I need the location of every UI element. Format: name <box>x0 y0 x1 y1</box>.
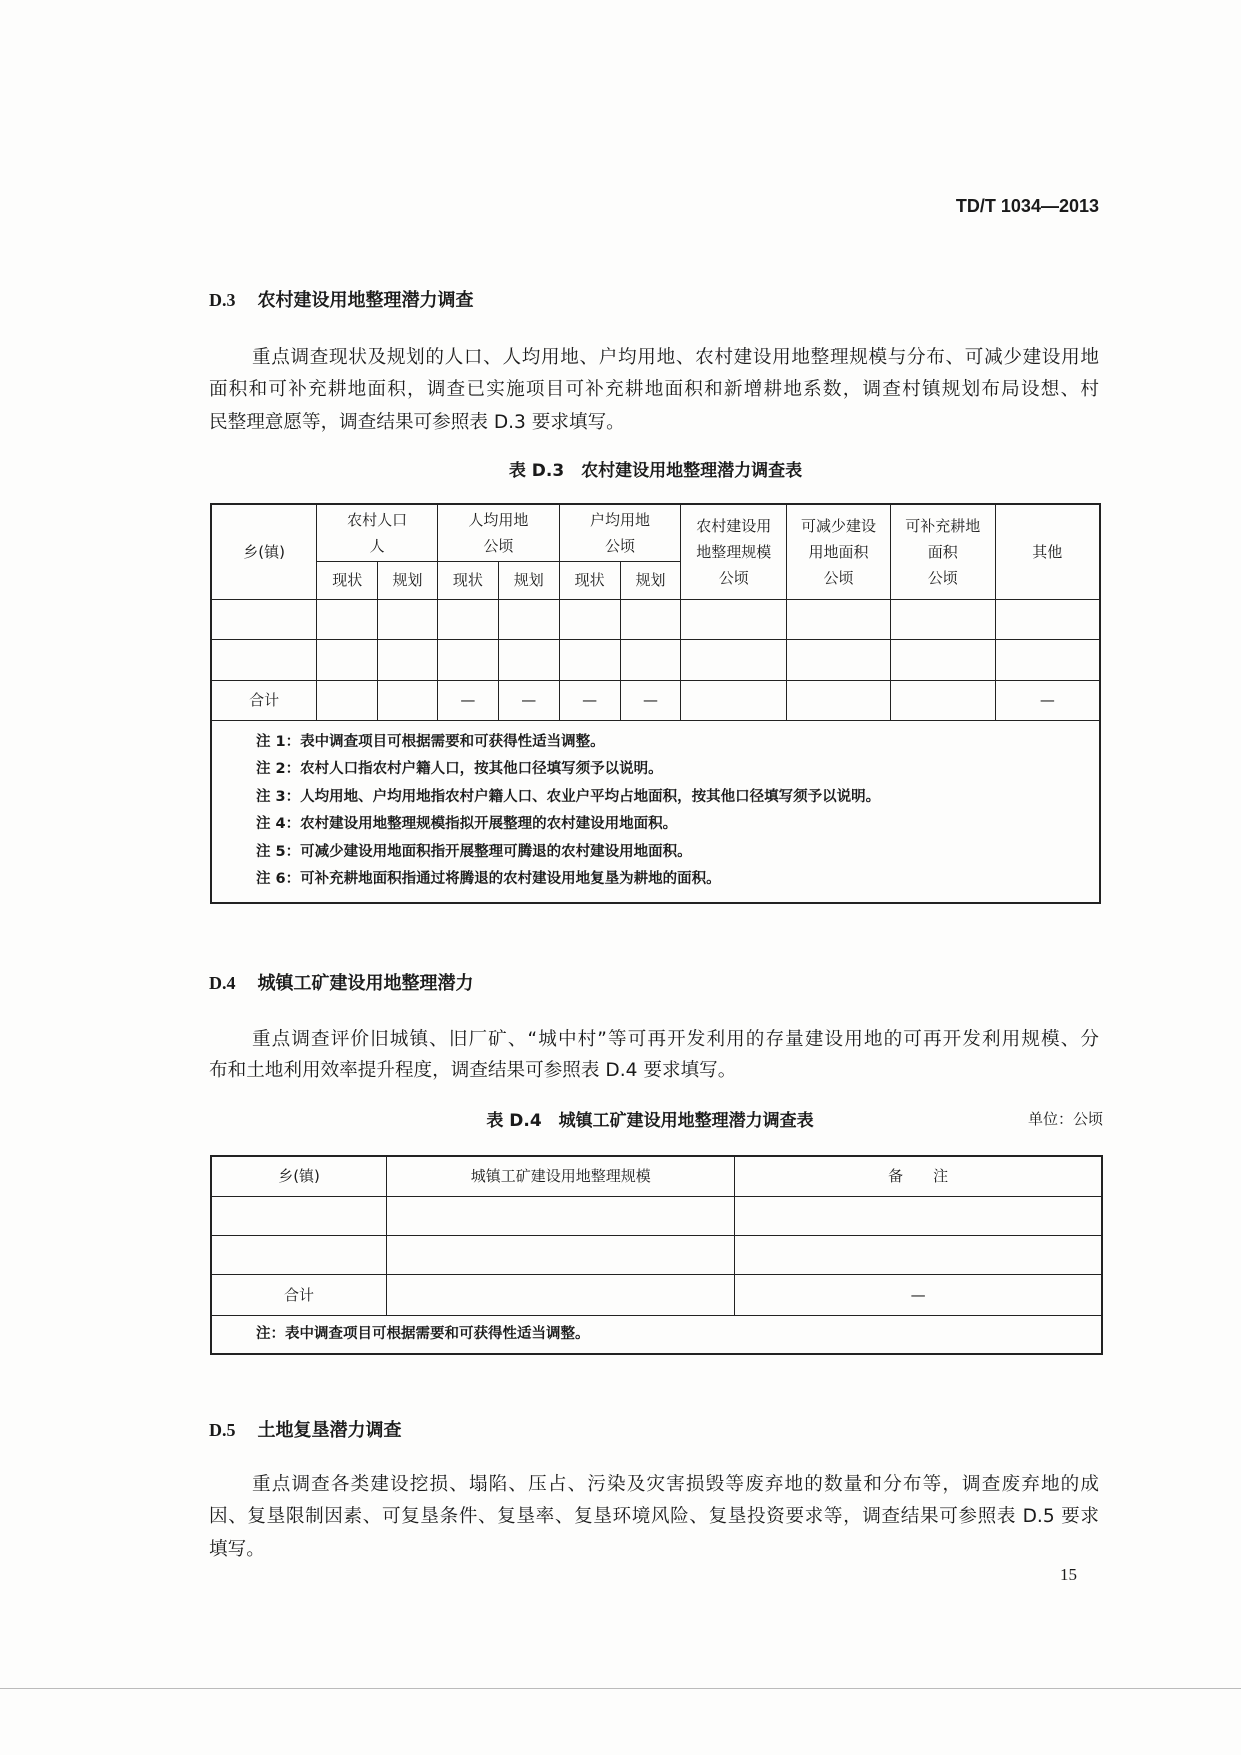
page-number: 15 <box>1060 1565 1077 1584</box>
note: 注 4：农村建设用地整理规模指拟开展整理的农村建设用地面积。 <box>256 816 678 832</box>
header-town: 乡(镇) <box>211 504 317 599</box>
paragraph-line: 重点调查现状及规划的人口、人均用地、户均用地、农村建设用地整理规模与分布、可减少建设用地 <box>252 347 1099 368</box>
note: 注 6：可补充耕地面积指通过将腾退的农村建设用地复垦为耕地的面积。 <box>256 871 721 887</box>
header-planned: 规划 <box>498 561 559 599</box>
table-d4 <box>210 1155 1103 1355</box>
header-planned: 规划 <box>378 561 438 599</box>
table-row <box>211 599 1100 639</box>
header-planned: 规划 <box>620 561 681 599</box>
section-title: 土地复垦潜力调查 <box>257 1420 402 1441</box>
header-per-capita: 人均用地 公顷 <box>437 504 559 561</box>
note: 注 5：可减少建设用地面积指开展整理可腾退的农村建设用地面积。 <box>256 843 692 860</box>
total-label: 合计 <box>211 1274 387 1315</box>
table-notes <box>211 720 1100 903</box>
dash: — <box>437 680 498 720</box>
section-title: 农村建设用地整理潜力调查 <box>257 290 474 311</box>
header-reducible: 可减少建设 用地面积 公顷 <box>787 504 891 599</box>
dash: — <box>620 680 681 720</box>
section-title: 城镇工矿建设用地整理潜力 <box>257 973 474 994</box>
header-per-household: 户均用地 公顷 <box>559 504 681 561</box>
total-row <box>211 680 1100 720</box>
table-d3 <box>210 503 1101 904</box>
section-number: D.3 <box>209 290 236 310</box>
table-row <box>211 639 1100 680</box>
header-supplement: 可补充耕地 面积 公顷 <box>890 504 995 599</box>
note: 注 1：表中调查项目可根据需要和可获得性适当调整。 <box>256 733 605 750</box>
header-scale: 城镇工矿建设用地整理规模 <box>387 1156 735 1196</box>
table-row <box>211 1235 1102 1274</box>
header-current: 现状 <box>317 561 378 599</box>
paragraph-line: 因、复垦限制因素、可复垦条件、复垦率、复垦环境风险、复垦投资要求等，调查结果可参照表 D.5 要求 <box>209 1506 1099 1527</box>
paragraph-line: 重点调查评价旧城镇、旧厂矿、“城中村”等可再开发利用的存量建设用地的可再开发利用规模、分 <box>252 1029 1099 1050</box>
dash: — <box>498 680 559 720</box>
header-population: 农村人口 人 <box>317 504 438 561</box>
section-number: D.4 <box>209 973 236 993</box>
dash: — <box>735 1274 1102 1315</box>
section-heading-d5 <box>209 1416 402 1442</box>
section-heading-d3 <box>209 286 474 312</box>
table-row <box>211 1196 1102 1235</box>
paragraph-line: 民整理意愿等，调查结果可参照表 D.3 要求填写。 <box>209 412 625 433</box>
header-current: 现状 <box>437 561 498 599</box>
note: 注 3：人均用地、户均用地指农村户籍人口、农业户平均占地面积，按其他口径填写须予以说明。 <box>256 788 881 805</box>
page-edge-divider <box>0 1688 1241 1689</box>
dash: — <box>995 680 1100 720</box>
paragraph-line: 布和土地利用效率提升程度，调查结果可参照表 D.4 要求填写。 <box>209 1060 737 1081</box>
table-caption: 表 D.3 农村建设用地整理潜力调查表 <box>508 461 803 481</box>
paragraph-line: 填写。 <box>209 1539 265 1560</box>
dash: — <box>559 680 620 720</box>
header-current: 现状 <box>559 561 620 599</box>
section-number: D.5 <box>209 1420 236 1440</box>
unit-label: 单位：公顷 <box>1027 1110 1103 1128</box>
paragraph-line: 重点调查各类建设挖损、塌陷、压占、污染及灾害损毁等废弃地的数量和分布等，调查废弃地的成 <box>252 1474 1099 1495</box>
total-row <box>211 1274 1102 1315</box>
header-scale: 农村建设用 地整理规模 公顷 <box>681 504 787 599</box>
header-remarks: 备 注 <box>735 1156 1102 1196</box>
note: 注 2：农村人口指农村户籍人口，按其他口径填写须予以说明。 <box>256 761 663 777</box>
section-heading-d4 <box>209 969 474 995</box>
standard-code: TD/T 1034—2013 <box>955 196 1099 216</box>
total-label: 合计 <box>211 680 317 720</box>
paragraph-line: 面积和可补充耕地面积，调查已实施项目可补充耕地面积和新增耕地系数，调查村镇规划布局设想、村 <box>209 379 1099 400</box>
header-town: 乡(镇) <box>211 1156 387 1196</box>
table-note: 注：表中调查项目可根据需要和可获得性适当调整。 <box>211 1315 1102 1354</box>
header-other: 其他 <box>995 504 1100 599</box>
table-caption: 表 D.4 城镇工矿建设用地整理潜力调查表 <box>486 1111 814 1131</box>
